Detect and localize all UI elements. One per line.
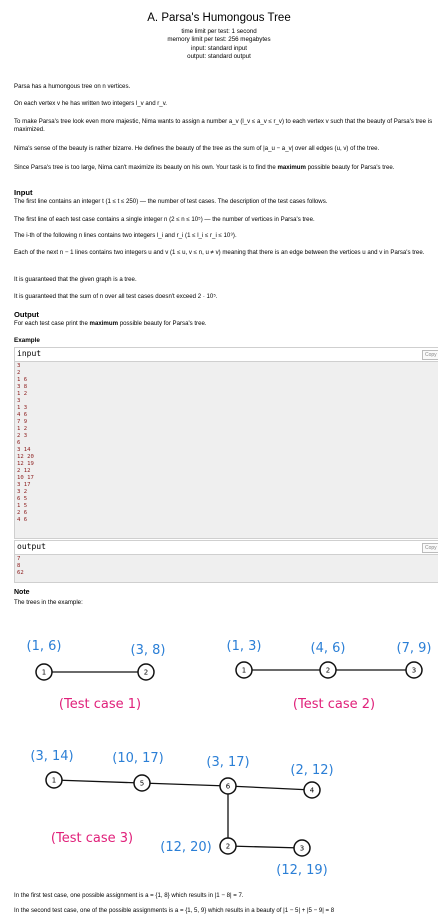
input-p4: Each of the next n − 1 lines contains two integers u and v (1 ≤ u, v ≤ n, u ≠ v) meaning that there is an edge between the vertices u and v in Parsa's tree.	[14, 249, 425, 256]
note-heading: Note	[14, 589, 30, 596]
example-input-line: 2	[17, 370, 21, 376]
example-input-line: 3 14	[17, 447, 31, 453]
copy-output-button[interactable]: Copy	[422, 543, 438, 553]
example-input-line: 3	[17, 363, 21, 369]
input-p5: It is guaranteed that the given graph is a tree.	[14, 276, 137, 283]
tree3	[30, 749, 333, 878]
statement-p5: Since Parsa's tree is too large, Nima can't maximize its beauty on his own. Your task is to find the maximum possible beauty for Parsa's tree.	[14, 164, 395, 171]
statement-p2: On each vertex v he has written two integers l_v and r_v.	[14, 100, 167, 107]
example-output-line: 7	[17, 556, 21, 562]
example-input-line: 1 3	[17, 405, 28, 411]
problem-header	[0, 12, 438, 62]
note-test1: In the first test case, one possible assignment is a = {1, 8} which results in |1 − 8| = 7.	[14, 892, 244, 899]
example-input-line: 1 2	[17, 391, 28, 397]
example-input-header	[15, 348, 438, 362]
example-input-line: 10 17	[17, 475, 34, 481]
tree3-node-3-range: (12, 19)	[276, 863, 328, 878]
memory-limit: memory limit per test: 256 megabytes	[167, 36, 271, 44]
input-p1: The first line contains an integer t (1 ≤ t ≤ 250) — the number of test cases. The description of the test cases follows.	[14, 198, 328, 205]
example-input-line: 7 9	[17, 419, 28, 425]
example-trees-figure	[0, 612, 438, 892]
example-input-line: 3 2	[17, 489, 28, 495]
example-input-line: 4 6	[17, 412, 28, 418]
time-limit: time limit per test: 1 second	[181, 28, 257, 35]
note-intro: The trees in the example:	[14, 599, 83, 606]
example-input-line: 1 5	[17, 503, 28, 509]
tree3-edge-6-4	[228, 786, 312, 790]
example-input-text	[15, 362, 438, 525]
example-input-line: 2 6	[17, 510, 28, 516]
input-source: input: standard input	[190, 44, 248, 52]
example-input-line: 3 8	[17, 384, 28, 390]
tree2-caption: (Test case 2)	[292, 697, 376, 712]
example-output-text	[15, 555, 438, 578]
example-input-title: input	[17, 349, 42, 358]
example-output-title: output	[17, 542, 46, 551]
example-input-line: 12 19	[17, 461, 34, 467]
tree3-node-4-range: (2, 12)	[290, 763, 334, 778]
example-output-header	[15, 541, 438, 555]
example-input-line: 6 5	[17, 496, 28, 502]
input-heading: Input	[14, 188, 33, 197]
example-output-line: 8	[17, 563, 21, 569]
tree3-node-4-id: 4	[309, 786, 315, 795]
example-output-box	[14, 540, 438, 583]
example-input-line: 3 17	[17, 482, 31, 488]
tree1-node-1-id: 1	[41, 668, 47, 677]
output-heading: Output	[14, 310, 39, 319]
tree1-node-2-id: 2	[143, 668, 149, 677]
tree3-node-2-id: 2	[225, 842, 231, 851]
example-input-line: 1 6	[17, 377, 28, 383]
tree2-node-3-range: (7, 9)	[396, 641, 432, 656]
problem-limits	[0, 28, 438, 62]
note-test2: In the second test case, one of the possible assignments is a = {1, 5, 9} which results in a beauty of |1 − 5| + |5 − 9| = 8	[14, 907, 335, 914]
example-input-line: 3	[17, 398, 21, 404]
tree2-node-3-id: 3	[411, 666, 417, 675]
tree2-node-1-id: 1	[241, 666, 247, 675]
example-input-line: 1 2	[17, 426, 28, 432]
tree3-node-1-range: (3, 14)	[30, 749, 74, 764]
tree1-node-2-range: (3, 8)	[130, 643, 166, 658]
tree3-node-6-id: 6	[225, 782, 231, 791]
tree2-node-2-id: 2	[325, 666, 331, 675]
tree1-caption: (Test case 1)	[58, 697, 142, 712]
example-input-box	[14, 347, 438, 539]
tree3-caption: (Test case 3)	[50, 831, 134, 846]
input-p3: The i-th of the following n lines contains two integers l_i and r_i (1 ≤ l_i ≤ r_i ≤ 10⁹).	[14, 232, 237, 239]
tree3-node-5-id: 5	[139, 779, 145, 788]
statement-p1: Parsa has a humongous tree on n vertices.	[14, 83, 131, 90]
output-source: output: standard output	[187, 53, 251, 61]
example-label: Example	[14, 337, 40, 344]
tree3-node-6-range: (3, 17)	[206, 755, 250, 770]
tree2	[227, 639, 432, 712]
example-input-line: 12 20	[17, 454, 34, 460]
statement-p4: Nima's sense of the beauty is rather bizarre. He defines the beauty of the tree as the sum of |a_u − a_v| over all edges (u, v) of the tree.	[14, 145, 380, 152]
tree1-node-1-range: (1, 6)	[26, 639, 62, 654]
tree3-node-1-id: 1	[51, 776, 57, 785]
example-input-line: 2 12	[17, 468, 31, 474]
example-input-line: 2 3	[17, 433, 28, 439]
example-input-line: 6	[17, 440, 21, 446]
tree2-node-1-range: (1, 3)	[226, 639, 262, 654]
tree3-node-3-id: 3	[299, 844, 305, 853]
tree3-node-2-range: (12, 20)	[160, 840, 212, 855]
statement-p3: To make Parsa's tree look even more majestic, Nima wants to assign a number a_v (l_v ≤ a_v ≤ r_v) to each vertex v such that the beauty of Parsa's tree is maximized.	[14, 118, 433, 134]
example-output-line: 62	[17, 570, 24, 576]
example-input-line: 4 6	[17, 517, 28, 523]
tree1	[27, 639, 166, 712]
tree3-edge-2-3	[228, 846, 302, 848]
tree3-node-5-range: (10, 17)	[112, 751, 164, 766]
input-p2: The first line of each test case contains a single integer n (2 ≤ n ≤ 10⁵) — the number of vertices in Parsa's tree.	[14, 216, 315, 223]
output-p1: For each test case print the maximum possible beauty for Parsa's tree.	[14, 320, 207, 327]
problem-title: A. Parsa's Humongous Tree	[147, 12, 291, 24]
copy-input-button[interactable]: Copy	[422, 350, 438, 360]
tree2-node-2-range: (4, 6)	[310, 641, 346, 656]
input-p6: It is guaranteed that the sum of n over all test cases doesn't exceed 2 · 10⁵.	[14, 293, 218, 300]
